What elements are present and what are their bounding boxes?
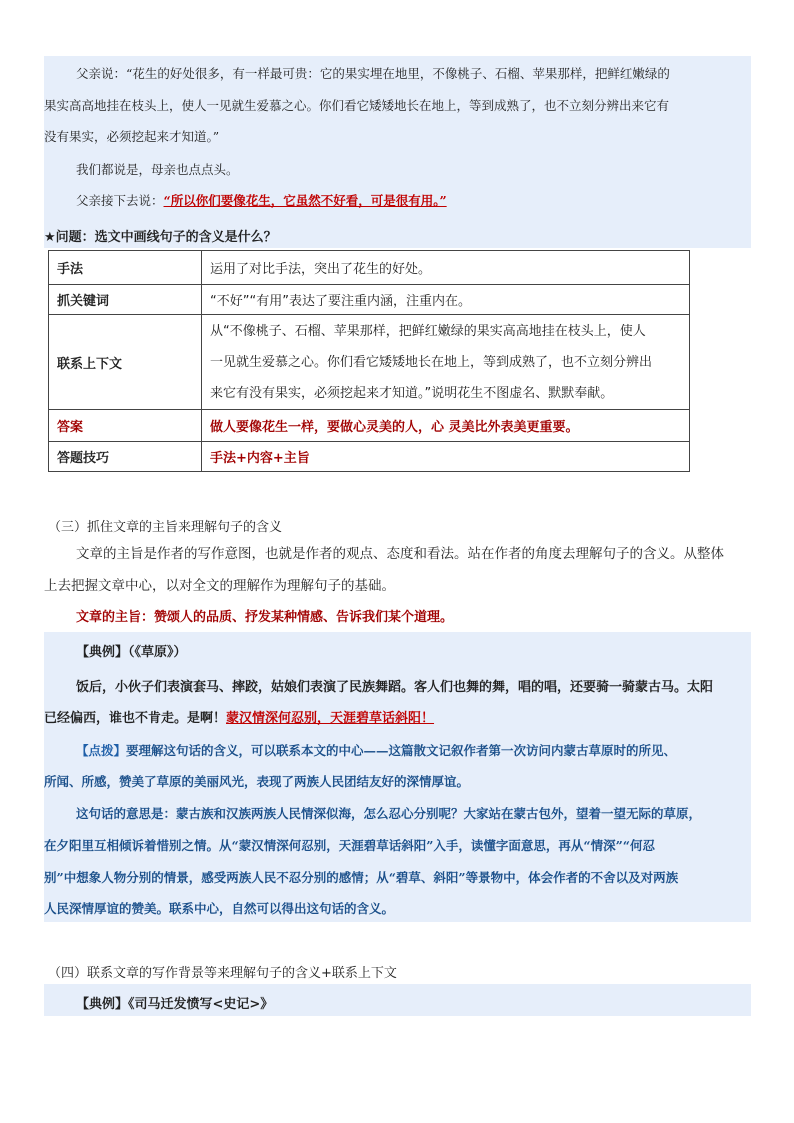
example-line: 饭后，小伙子们表演套马、摔跤，姑娘们表演了民族舞蹈。客人们也舞的舞，唱的唱，还要骑一骑蒙古马。太阳: [76, 680, 714, 695]
analysis-table: [48, 250, 690, 472]
table-label: 联系上下文: [49, 315, 202, 410]
table-row: [49, 410, 690, 442]
passage-line: 父亲说：“花生的好处很多，有一样最可贵：它的果实埋在地里，不像桃子、石榴、苹果那样，把鲜红嫩绿的: [76, 66, 670, 81]
paragraph-line: 文章的主旨是作者的写作意图，也就是作者的观点、态度和看法。站在作者的角度去理解句子的含义。从整体: [76, 546, 724, 562]
passage-line: [76, 193, 447, 209]
hint-label: 【点拨】: [76, 743, 127, 758]
meaning-line: 这句话的意思是：蒙古族和汉族两族人民情深似海，怎么忍心分别呢？大家站在蒙古包外，望着一望无际的草原，: [76, 806, 702, 821]
hint-text: 要理解这句话的含义，可以联系本文的中心——这篇散文记叙作者第一次访问内蒙古草原时的所见、: [126, 743, 677, 758]
table-label: 抓关键词: [49, 285, 202, 315]
meaning-line: 别”中想象人物分别的情景，感受两族人民不忍分别的感情；从“碧草、斜阳”等景物中，体会作者的不舍以及对两族: [44, 870, 679, 885]
passage-text: 父亲接下去说：: [76, 193, 164, 208]
passage-line: 果实高高地挂在枝头上，使人一见就生爱慕之心。你们看它矮矮地长在地上，等到成熟了，也不立刻分辨出来它有: [44, 98, 670, 113]
example-line: [44, 707, 434, 726]
hint-line: 所闻、所感，赞美了草原的美丽风光，表现了两族人民团结友好的深情厚谊。: [44, 774, 470, 789]
table-row: [49, 285, 690, 315]
passage-line: 没有果实，必须挖起来才知道。”: [44, 129, 220, 144]
example-title: 《司马迁发愤写<史记>》: [128, 997, 274, 1012]
passage-block: [44, 56, 751, 248]
meaning-line: 在夕阳里互相倾诉着惜别之情。从“蒙汉情深何忍别，天涯碧草话斜阳”入手，读懂字面意思，再从“情深”“何忍: [44, 838, 655, 853]
table-label: 答题技巧: [49, 442, 202, 472]
table-label: 答案: [49, 410, 202, 442]
table-row: [49, 442, 690, 472]
cell-line: 来它有没有果实，必须挖起来才知道。”说明花生不图虚名、默默奉献。: [210, 385, 614, 401]
passage-line: 我们都说是，母亲也点点头。: [76, 162, 239, 177]
table-label: 手法: [49, 251, 202, 285]
example-label-text: 【典例】: [76, 997, 129, 1012]
cell-line: 一见就生爱慕之心。你们看它矮矮地长在地上，等到成熟了，也不立刻分辨出: [210, 354, 653, 370]
cell-text: 运用了对比手法，突出了花生的好处。: [210, 262, 432, 277]
table-cell: 做人要像花生一样，要做心灵美的人，心 灵美比外表美更重要。: [202, 410, 690, 442]
question: ★问题：选文中画线句子的含义是什么？: [44, 230, 277, 245]
section-heading: （四）联系文章的写作背景等来理解句子的含义+联系上下文: [48, 966, 397, 981]
passage-highlight: “所以你们要像花生，它虽然不好看，可是很有用。”: [163, 193, 447, 208]
table-cell: [202, 251, 690, 285]
table-cell: 手法+内容+主旨: [202, 442, 690, 472]
example-label: 【典例】（《草原》）: [76, 645, 187, 660]
paragraph-line: 上去把握文章中心，以对全文的理解作为理解句子的基础。: [44, 578, 395, 594]
example-highlight: 蒙汉情深何忍别，天涯碧草话斜阳！: [226, 711, 435, 726]
hint-line: [76, 741, 676, 759]
example-label: [76, 993, 273, 1012]
example-text: 已经偏西，谁也不肯走。是啊！: [44, 711, 227, 726]
section-heading: （三）抓住文章的主旨来理解句子的含义: [48, 520, 283, 535]
table-row: [49, 315, 690, 410]
table-row: [49, 251, 690, 285]
cell-line: 从“不像桃子、石榴、苹果那样，把鲜红嫩绿的果实高高地挂在枝头上，使人: [210, 323, 646, 339]
table-cell: [202, 315, 690, 410]
theme-statement: 文章的主旨：赞颂人的品质、抒发某种情感、告诉我们某个道理。: [76, 610, 454, 625]
meaning-line: 人民深情厚谊的赞美。联系中心，自然可以得出这句话的含义。: [44, 901, 395, 916]
table-cell: “不好”“有用”表达了要注重内涵，注重内在。: [202, 285, 690, 315]
